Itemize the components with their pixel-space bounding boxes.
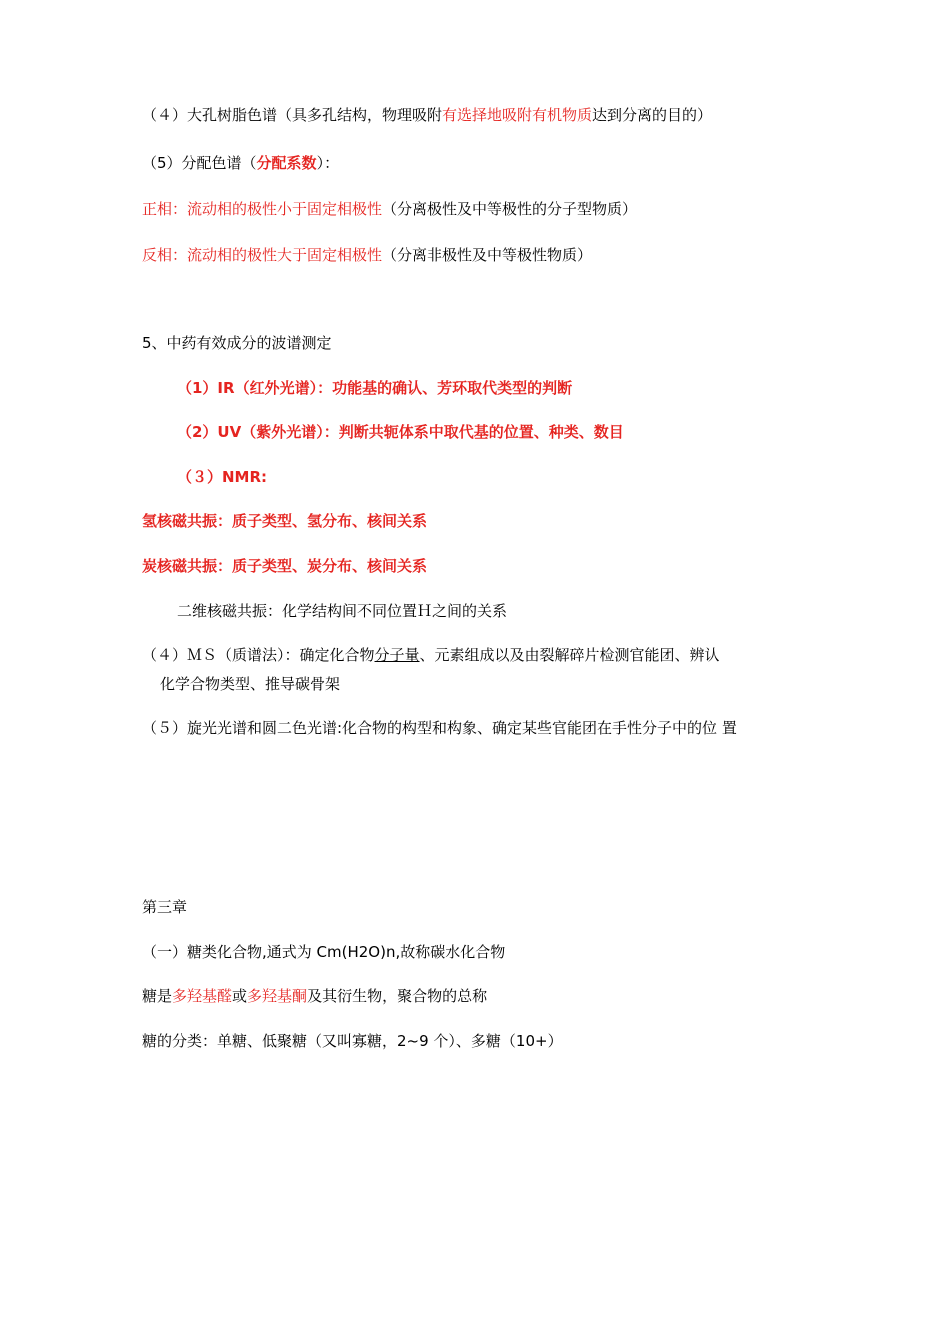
text-segment: 达到分离的目的） [592, 106, 713, 124]
text-segment: 或 [232, 987, 248, 1005]
text-segment: 、元素组成以及由裂解碎片检测官能团、辨认 [419, 646, 720, 664]
sugar-definition-line [142, 986, 487, 1006]
text-segment: （分离极性及中等极性的分子型物质） [382, 200, 638, 218]
uv-line: （2）UV（紫外光谱）：判断共轭体系中取代基的位置、种类、数目 [177, 423, 624, 441]
highlight-text: 正相：流动相的极性小于固定相极性 [142, 200, 383, 218]
text-segment: ）： [316, 154, 340, 172]
normal-phase-line [142, 199, 637, 219]
h-nmr-line: 氢核磁共振：质子类型、氢分布、核间关系 [142, 512, 428, 530]
ms-line [142, 645, 720, 665]
sugar-classification-line: 糖的分类：单糖、低聚糖（又叫寡糖，2~9 个）、多糖（10+） [142, 1032, 563, 1050]
reverse-phase-line [142, 245, 592, 265]
highlight-text: 反相：流动相的极性大于固定相极性 [142, 246, 383, 264]
text-segment: （４）大孔树脂色谱（具多孔结构，物理吸附 [142, 106, 443, 124]
highlight-text: 分配系数 [256, 154, 317, 172]
text-segment: 糖是 [142, 987, 173, 1005]
highlight-text: 多羟基醛 [172, 987, 233, 1005]
c-nmr-line: 炭核磁共振：质子类型、炭分布、核间关系 [142, 557, 428, 575]
optical-rotation-line: （５）旋光光谱和圆二色光谱:化合物的构型和构象、确定某些官能团在手性分子中的位 置 [142, 719, 737, 737]
highlight-text: 有选择地吸附有机物质 [442, 106, 593, 124]
2d-nmr-line: 二维核磁共振：化学结构间不同位置Ｈ之间的关系 [177, 602, 508, 620]
text-segment: 及其衍生物，聚合物的总称 [307, 987, 488, 1005]
text-segment: （5）分配色谱（ [142, 154, 257, 172]
carbohydrate-formula-line: （一）糖类化合物,通式为 Cm(H2O)n,故称碳水化合物 [142, 943, 506, 961]
ir-line: （1）IR（红外光谱）：功能基的确认、芳环取代类型的判断 [177, 379, 573, 397]
macroporous-resin-line [142, 105, 712, 125]
highlight-text: 多羟基酮 [247, 987, 308, 1005]
nmr-line: （３）NMR: [177, 468, 268, 486]
ms-continuation-line: 化学合物类型、推导碳骨架 [160, 675, 341, 693]
chapter-three-heading: 第三章 [142, 898, 188, 916]
text-segment: （４）ＭＳ（质谱法）：确定化合物 [142, 646, 375, 664]
underlined-text: 分子量 [374, 646, 420, 664]
section-heading-spectra: 5、中药有效成分的波谱测定 [142, 334, 332, 352]
text-segment: （分离非极性及中等极性物质） [382, 246, 593, 264]
partition-chromatography-line [142, 153, 339, 173]
